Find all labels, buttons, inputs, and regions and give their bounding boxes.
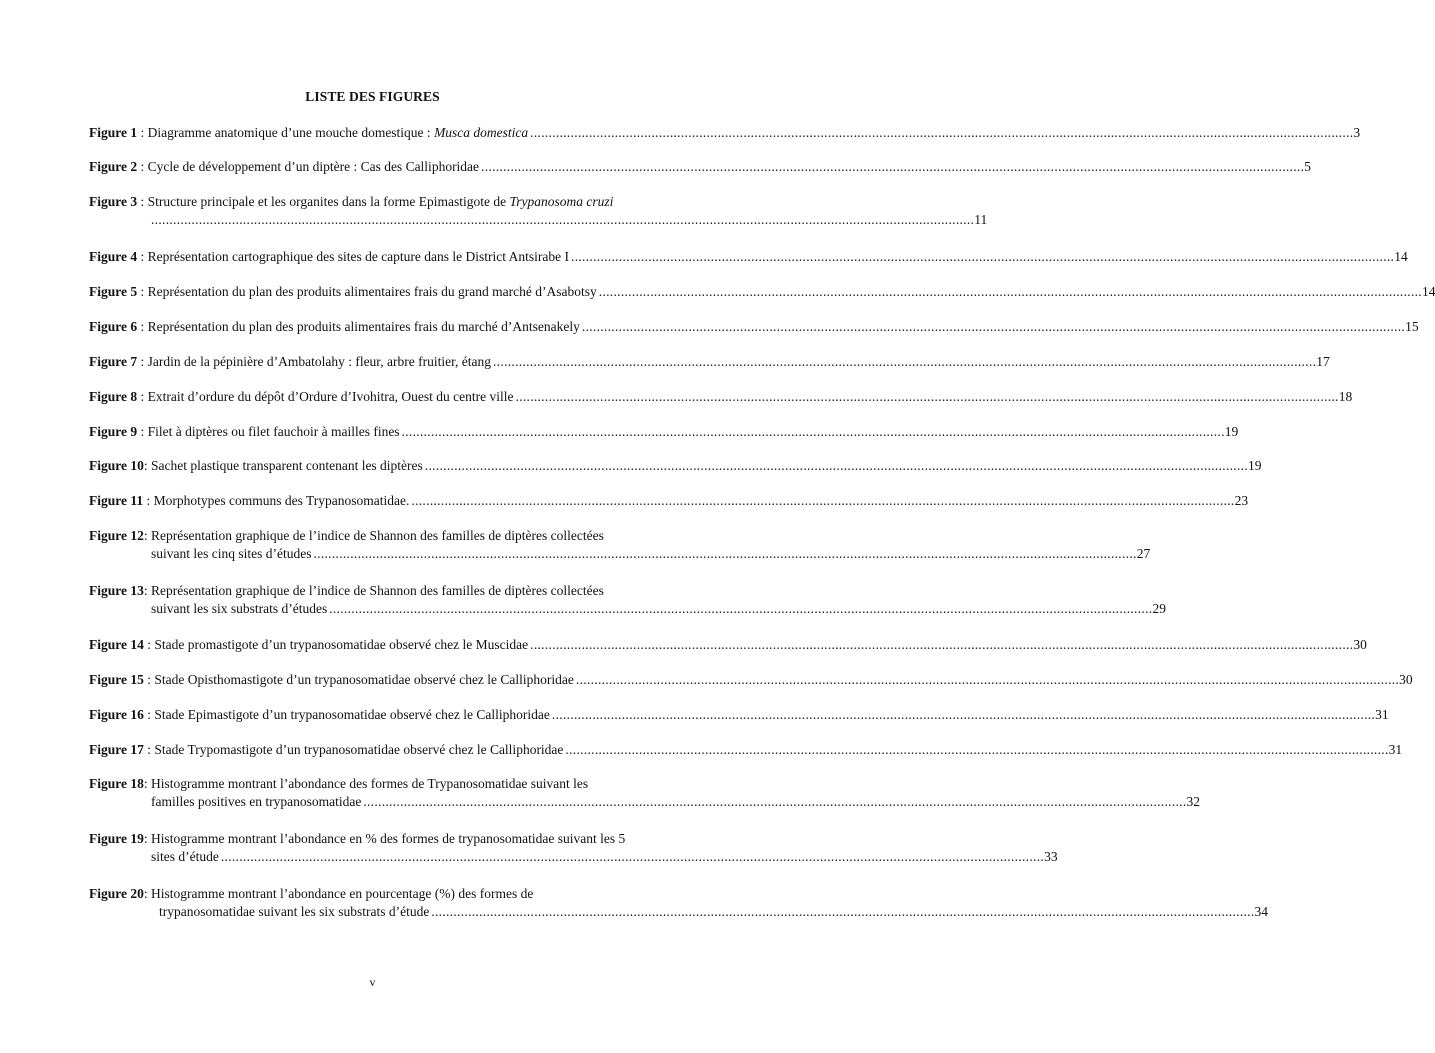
leader-dots <box>411 493 1234 509</box>
figure-caption: Filet à diptères ou filet fauchoir à mailles fines <box>147 424 400 439</box>
page-number: 30 <box>1399 672 1413 687</box>
leader-dots <box>565 742 1388 758</box>
figure-label: Figure 3 <box>89 194 138 209</box>
page-number: 31 <box>1375 707 1389 722</box>
figure-entry-2: Figure 2 : Cycle de développement d’un diptère : Cas des Calliphoridae ..... 5 <box>89 159 691 175</box>
figure-entry-14: Figure 14 : Stade promastigote d’un trypanosomatidae observé chez le Muscidae ..... 30 <box>89 637 691 653</box>
figure-label: Figure 18 <box>89 776 144 791</box>
figure-label: Figure 19 <box>89 831 144 846</box>
figure-label: Figure 9 <box>89 424 138 439</box>
figure-label: Figure 11 <box>89 493 144 508</box>
figure-caption: Jardin de la pépinière d’Ambatolahy : fleur, arbre fruitier, étang <box>147 354 492 369</box>
leader-dots <box>431 902 1254 922</box>
leader-dots <box>402 424 1225 440</box>
figure-label: Figure 5 <box>89 284 138 299</box>
page-number: 23 <box>1234 493 1249 508</box>
page-number: 34 <box>1254 904 1269 919</box>
figure-entry-5: Figure 5 : Représentation du plan des produits alimentaires frais du grand marché d’Asabotsy ..... 14 <box>89 284 691 300</box>
figure-entry-20: Figure 20: Histogramme montrant l’abondance en pourcentage (%) des formes de trypanosomatidae suivant les six substrats d’étude ..... 34 <box>89 886 691 922</box>
leader-dots <box>481 159 1304 175</box>
leader-dots <box>329 599 1152 619</box>
figure-caption: Histogramme montrant l’abondance en % des formes de trypanosomatidae suivant les 5 <box>151 831 626 846</box>
figure-caption: Représentation du plan des produits alimentaires frais du marché d’Antsenakely <box>147 319 580 334</box>
figure-label: Figure 14 <box>89 637 144 652</box>
leader-dots <box>221 847 1044 867</box>
leader-dots <box>576 672 1399 688</box>
figure-caption: Structure principale et les organites dans la forme Epimastigote de <box>147 194 510 209</box>
figure-label: Figure 15 <box>89 672 144 687</box>
figure-label: Figure 1 <box>89 125 138 140</box>
figure-label: Figure 8 <box>89 389 138 404</box>
leader-dots <box>363 792 1186 812</box>
page-number: 19 <box>1224 424 1239 439</box>
leader-dots <box>425 458 1248 474</box>
page-number: 19 <box>1248 458 1262 473</box>
page-number: 18 <box>1338 389 1353 404</box>
leader-dots <box>599 284 1422 300</box>
figure-caption: Histogramme montrant l’abondance en pourcentage (%) des formes de <box>151 886 534 901</box>
leader-dots <box>493 354 1316 370</box>
page-number: 5 <box>1304 159 1311 174</box>
figure-caption: Stade Trypomastigote d’un trypanosomatidae observé chez le Calliphoridae <box>154 742 564 757</box>
page-number: 31 <box>1388 742 1403 757</box>
figure-caption-continued: sites d’étude <box>151 849 219 864</box>
figure-caption: Représentation graphique de l’indice de Shannon des familles de diptères collectées <box>151 528 604 543</box>
figure-entry-3: Figure 3 : Structure principale et les organites dans la forme Epimastigote de Trypanosoma cruzi ..... 11 <box>89 194 691 230</box>
page-number: 32 <box>1186 794 1201 809</box>
page-number: 14 <box>1394 249 1408 264</box>
figure-entry-6: Figure 6 : Représentation du plan des produits alimentaires frais du marché d’Antsenakely ..... 15 <box>89 319 691 335</box>
figure-label: Figure 12 <box>89 528 144 543</box>
figure-entry-10: Figure 10: Sachet plastique transparent contenant les diptères ..... 19 <box>89 458 691 474</box>
figure-caption: Morphotypes communs des Trypanosomatidae. <box>153 493 410 508</box>
page-number: 3 <box>1353 125 1361 140</box>
page-number: 14 <box>1421 284 1435 299</box>
leader-dots <box>582 319 1405 335</box>
leader-dots <box>571 249 1394 265</box>
page-number: 17 <box>1316 354 1330 369</box>
page-footer-number: v <box>369 975 376 989</box>
leader-dots <box>552 707 1375 723</box>
figure-label: Figure 7 <box>89 354 138 369</box>
figure-caption: Histogramme montrant l’abondance des formes de Trypanosomatidae suivant les <box>151 776 589 791</box>
page-title: LISTE DES FIGURES <box>305 89 440 104</box>
figure-caption-italic: Trypanosoma cruzi <box>509 194 614 209</box>
figure-entry-19: Figure 19: Histogramme montrant l’abondance en % des formes de trypanosomatidae suivant les 5 sites d’étude ..... 33 <box>89 831 691 867</box>
figure-caption: Sachet plastique transparent contenant les diptères <box>151 458 423 473</box>
page-number: 27 <box>1136 546 1151 561</box>
figure-label: Figure 16 <box>89 707 144 722</box>
figure-caption: Représentation du plan des produits alimentaires frais du grand marché d’Asabotsy <box>147 284 597 299</box>
figure-entry-4: Figure 4 : Représentation cartographique des sites de capture dans le District Antsirabe I ..... 14 <box>89 249 691 265</box>
figure-caption-continued: familles positives en trypanosomatidae <box>151 794 362 809</box>
leader-dots <box>516 389 1339 405</box>
figure-entry-9: Figure 9 : Filet à diptères ou filet fauchoir à mailles fines ..... 19 <box>89 424 691 440</box>
figure-caption-italic: Musca domestica <box>434 125 529 140</box>
figure-caption-continued: trypanosomatidae suivant les six substrats d’étude <box>159 904 430 919</box>
figure-entry-17: Figure 17 : Stade Trypomastigote d’un trypanosomatidae observé chez le Calliphoridae ..... 31 <box>89 742 691 758</box>
page-number: 33 <box>1044 849 1058 864</box>
figure-label: Figure 4 <box>89 249 138 264</box>
figure-entry-8: Figure 8 : Extrait d’ordure du dépôt d’Ordure d’Ivohitra, Ouest du centre ville ..... 18 <box>89 389 691 405</box>
figure-label: Figure 17 <box>89 742 144 757</box>
leader-dots <box>530 637 1353 653</box>
leader-dots <box>530 125 1353 141</box>
figure-entry-7: Figure 7 : Jardin de la pépinière d’Ambatolahy : fleur, arbre fruitier, étang ..... 17 <box>89 354 691 370</box>
figure-caption: Diagramme anatomique d’une mouche domestique : <box>147 125 435 140</box>
figure-caption: Stade Opisthomastigote d’un trypanosomatidae observé chez le Calliphoridae <box>154 672 574 687</box>
figure-caption: Cycle de développement d’un diptère : Cas des Calliphoridae <box>147 159 480 174</box>
figure-caption: Stade promastigote d’un trypanosomatidae observé chez le Muscidae <box>154 637 529 652</box>
figure-entry-12: Figure 12: Représentation graphique de l’indice de Shannon des familles de diptères collectées suivant les cinq sites d’études ..... 27 <box>89 528 691 564</box>
figure-entry-13: Figure 13: Représentation graphique de l’indice de Shannon des familles de diptères collectées suivant les six substrats d’études ..... 29 <box>89 583 691 619</box>
figure-entry-16: Figure 16 : Stade Epimastigote d’un trypanosomatidae observé chez le Calliphoridae ..... 31 <box>89 707 691 723</box>
leader-dots <box>313 544 1136 564</box>
figure-entry-18: Figure 18: Histogramme montrant l’abondance des formes de Trypanosomatidae suivant les familles positives en trypanosomatidae ..... 32 <box>89 776 691 812</box>
figure-entry-11: Figure 11 : Morphotypes communs des Trypanosomatidae. ..... 23 <box>89 493 691 509</box>
figure-entry-15: Figure 15 : Stade Opisthomastigote d’un trypanosomatidae observé chez le Calliphoridae ..... 30 <box>89 672 691 688</box>
page-number: 11 <box>974 212 988 227</box>
leader-dots <box>151 210 974 230</box>
page-number: 15 <box>1405 319 1419 334</box>
figure-label: Figure 20 <box>89 886 144 901</box>
figure-entry-1: Figure 1 : Diagramme anatomique d’une mouche domestique : Musca domestica ..... 3 <box>89 125 691 141</box>
figure-caption-continued: suivant les six substrats d’études <box>151 601 328 616</box>
figure-label: Figure 13 <box>89 583 144 598</box>
figure-label: Figure 6 <box>89 319 138 334</box>
figure-caption-continued: suivant les cinq sites d’études <box>151 546 312 561</box>
figure-caption: Représentation cartographique des sites de capture dans le District Antsirabe I <box>147 249 570 264</box>
figure-caption: Extrait d’ordure du dépôt d’Ordure d’Ivohitra, Ouest du centre ville <box>147 389 514 404</box>
figure-label: Figure 2 <box>89 159 138 174</box>
page-number: 29 <box>1152 601 1166 616</box>
figure-label: Figure 10 <box>89 458 144 473</box>
page-number: 30 <box>1353 637 1367 652</box>
figure-caption: Stade Epimastigote d’un trypanosomatidae observé chez le Calliphoridae <box>154 707 550 722</box>
figure-caption: Représentation graphique de l’indice de Shannon des familles de diptères collectées <box>151 583 604 598</box>
